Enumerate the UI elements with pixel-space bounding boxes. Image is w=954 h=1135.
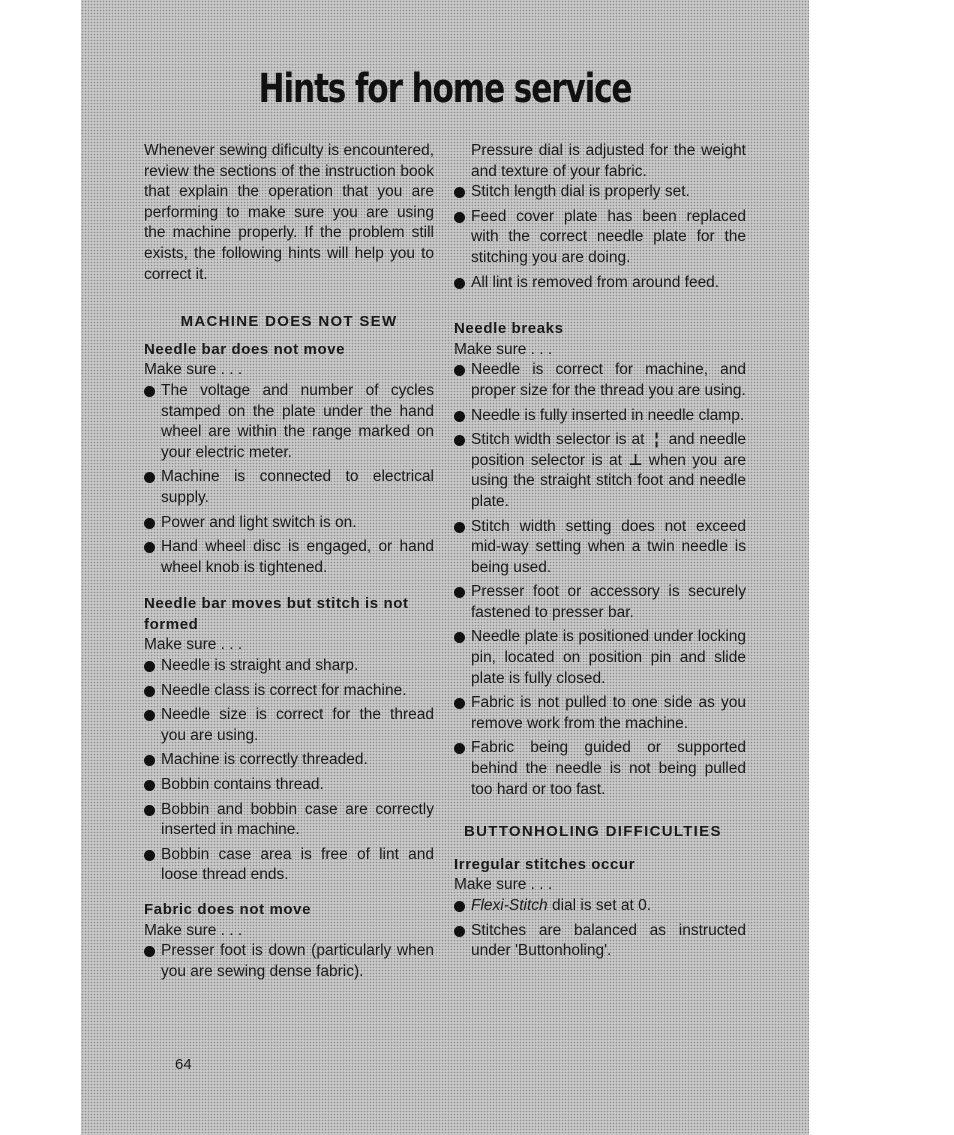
needle-breaks-list bbox=[454, 360, 746, 800]
section-heading-buttonholing: BUTTONHOLING DIFFICULTIES bbox=[464, 823, 722, 841]
bullet-icon bbox=[454, 926, 465, 937]
list-item: Presser foot or accessory is securely fastened to presser bar. bbox=[454, 582, 746, 623]
list-item: Fabric being guided or supported behind the needle is not being pulled too hard or too fast. bbox=[454, 738, 746, 800]
subheading-needle-breaks: Needle breaks bbox=[454, 320, 564, 338]
bullet-icon bbox=[454, 278, 465, 289]
list-item: Bobbin contains thread. bbox=[144, 775, 434, 796]
list-item: Needle is fully inserted in needle clamp. bbox=[454, 406, 746, 427]
continuation-paragraph: Pressure dial is adjusted for the weight and texture of your fabric. bbox=[471, 142, 746, 180]
list-item: Presser foot is down (particularly when you are sewing dense fabric). bbox=[144, 941, 434, 982]
bullet-icon bbox=[454, 901, 465, 912]
list-item: Stitch width setting does not exceed mid-way setting when a twin needle is being used. bbox=[454, 517, 746, 579]
center-needle-position-icon: ⊥ bbox=[628, 451, 643, 469]
straight-stitch-width-icon: ¦ bbox=[654, 431, 659, 449]
needle-bar-not-move-list bbox=[144, 381, 434, 578]
bullet-icon bbox=[144, 780, 155, 791]
list-item: Needle is straight and sharp. bbox=[144, 656, 434, 677]
list-item: The voltage and number of cycles stamped on the plate under the hand wheel are within the range marked on your electric meter. bbox=[144, 381, 434, 463]
stitch-not-formed-list bbox=[144, 656, 434, 886]
page-title: Hints for home service bbox=[258, 66, 632, 112]
bullet-icon bbox=[454, 411, 465, 422]
manual-page bbox=[81, 0, 809, 1135]
right-column bbox=[454, 141, 746, 966]
list-item: Needle plate is positioned under locking pin, located on position pin and slide plate is fully closed. bbox=[454, 627, 746, 689]
make-sure-label: Make sure . . . bbox=[144, 921, 243, 939]
list-item: Power and light switch is on. bbox=[144, 513, 434, 534]
list-item: Needle size is correct for the thread you are using. bbox=[144, 705, 434, 746]
list-item: Machine is correctly threaded. bbox=[144, 750, 434, 771]
bullet-icon bbox=[144, 710, 155, 721]
bullet-icon bbox=[454, 632, 465, 643]
list-item: Hand wheel disc is engaged, or hand wheel knob is tightened. bbox=[144, 537, 434, 578]
make-sure-label: Make sure . . . bbox=[144, 636, 243, 654]
bullet-icon bbox=[454, 365, 465, 376]
make-sure-label: Make sure . . . bbox=[454, 340, 553, 358]
list-item: Machine is connected to electrical supply. bbox=[144, 467, 434, 508]
bullet-icon bbox=[144, 850, 155, 861]
bullet-icon bbox=[144, 946, 155, 957]
bullet-icon bbox=[454, 187, 465, 198]
subheading-needle-bar-not-move: Needle bar does not move bbox=[144, 340, 346, 358]
page-number: 64 bbox=[175, 1056, 192, 1073]
section-heading-machine-does-not-sew: MACHINE DOES NOT SEW bbox=[180, 313, 398, 331]
bullet-icon bbox=[454, 698, 465, 709]
list-item: Feed cover plate has been replaced with the correct needle plate for the stitching you are doing. bbox=[454, 207, 746, 269]
bullet-icon bbox=[144, 805, 155, 816]
bullet-icon bbox=[144, 542, 155, 553]
fabric-not-move-list bbox=[144, 941, 434, 982]
subheading-irregular-stitches: Irregular stitches occur bbox=[454, 855, 636, 873]
list-item: Stitch width selector is at ¦ and needle position selector is at ⊥ when you are using the straight stitch foot and needle plate. bbox=[454, 430, 746, 512]
list-item: Bobbin case area is free of lint and loose thread ends. bbox=[144, 845, 434, 886]
bullet-icon bbox=[454, 743, 465, 754]
bullet-icon bbox=[144, 386, 155, 397]
make-sure-label: Make sure . . . bbox=[144, 361, 243, 379]
left-column bbox=[144, 141, 434, 986]
list-item: Flexi-Stitch dial is set at 0. bbox=[454, 896, 746, 917]
continuation-list bbox=[454, 182, 746, 293]
list-item: Fabric is not pulled to one side as you remove work from the machine. bbox=[454, 693, 746, 734]
bullet-icon bbox=[454, 522, 465, 533]
subheading-fabric-not-move: Fabric does not move bbox=[144, 901, 312, 918]
list-item: All lint is removed from around feed. bbox=[454, 273, 746, 294]
bullet-icon bbox=[144, 686, 155, 697]
list-item: Stitch length dial is properly set. bbox=[454, 182, 746, 203]
bullet-icon bbox=[144, 661, 155, 672]
list-item: Needle class is correct for machine. bbox=[144, 681, 434, 702]
intro-paragraph: Whenever sewing dificulty is encountered, review the sections of the instruction book that explain the operation that you are performing to make sure you are using the machine properly. If the problem still exists, the following hints will help you to correct it. bbox=[144, 142, 434, 283]
list-item: Bobbin and bobbin case are correctly inserted in machine. bbox=[144, 800, 434, 841]
bullet-icon bbox=[144, 472, 155, 483]
bullet-icon bbox=[144, 755, 155, 766]
bullet-icon bbox=[454, 587, 465, 598]
bullet-icon bbox=[144, 518, 155, 529]
list-item: Needle is correct for machine, and proper size for the thread you are using. bbox=[454, 360, 746, 401]
list-item: Stitches are balanced as instructed under 'Buttonholing'. bbox=[454, 921, 746, 962]
irregular-stitches-list bbox=[454, 896, 746, 962]
subheading-stitch-not-formed: Needle bar moves but stitch is not formed bbox=[144, 595, 409, 633]
bullet-icon bbox=[454, 212, 465, 223]
make-sure-label: Make sure . . . bbox=[454, 876, 553, 894]
bullet-icon bbox=[454, 435, 465, 446]
